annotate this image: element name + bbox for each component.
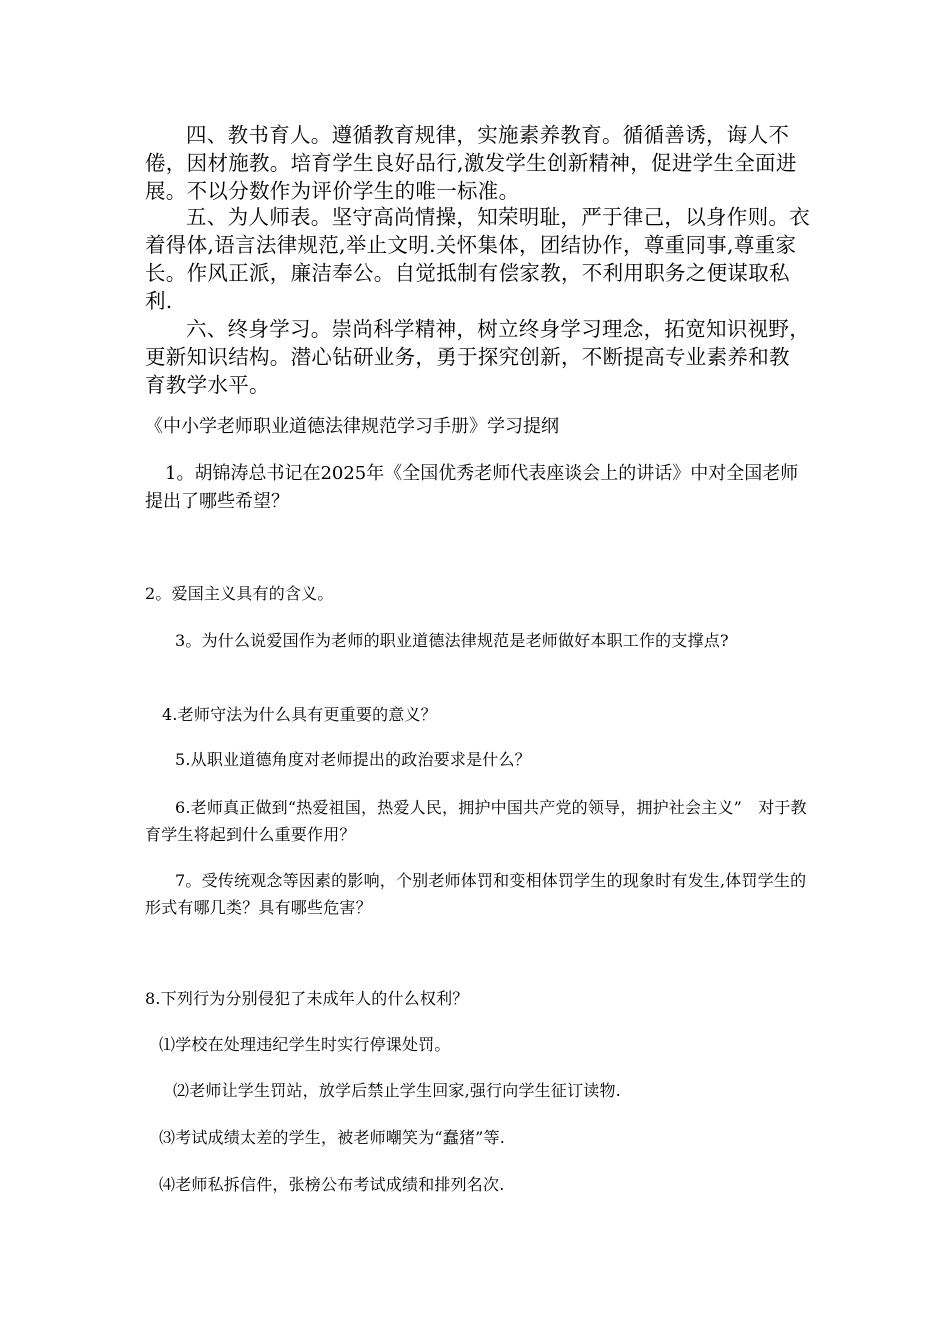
principle-role-model: 五、为人师表。坚守高尚情操，知荣明耻，严于律己，以身作则。衣着得体,语言法律规范,举止文明.关怀集体，团结协作，尊重同事,尊重家长。作风正派，廉洁奉公。自觉抵制有偿家教，不利用职务之便谋取私利. xyxy=(145,205,810,313)
outline-title: 《中小学老师职业道德法律规范学习手册》学习提纲 xyxy=(145,416,559,437)
question-7: 7。受传统观念等因素的影响，个别老师体罚和变相体罚学生的现象时有发生,体罚学生的形式有哪几类？具有哪些危害？ xyxy=(145,871,807,917)
question-6: 6.老师真正做到“热爱祖国，热爱人民，拥护中国共产党的领导，拥护社会主义” 对于教育学生将起到什么重要作用？ xyxy=(145,798,807,844)
sub-item-1: ⑴学校在处理违纪学生时实行停课处罚。 xyxy=(159,1035,451,1054)
principle-lifelong-learning: 六、终身学习。崇尚科学精神，树立终身学习理念，拓宽知识视野，更新知识结构。潜心钻研业务，勇于探究创新，不断提高专业素养和教育教学水平。 xyxy=(145,317,810,397)
sub-item-3: ⑶考试成绩太差的学生，被老师嘲笑为“蠢猪”等. xyxy=(159,1128,506,1147)
question-5: 5.从职业道德角度对老师提出的政治要求是什么？ xyxy=(175,750,531,769)
question-8: 8.下列行为分别侵犯了未成年人的什么权利？ xyxy=(145,989,469,1008)
question-2: 2。爱国主义具有的含义。 xyxy=(145,584,334,603)
principle-teaching: 四、教书育人。遵循教育规律，实施素养教育。循循善诱，诲人不倦，因材施教。培育学生良好品行,激发学生创新精神，促进学生全面进展。不以分数作为评价学生的唯一标准。 xyxy=(145,123,797,203)
sub-item-2: ⑵老师让学生罚站，放学后禁止学生回家,强行向学生征订读物. xyxy=(173,1081,621,1100)
question-1: 1。胡锦涛总书记在2025年《全国优秀老师代表座谈会上的讲话》中对全国老师提出了哪些希望？ xyxy=(145,463,799,512)
question-4: 4.老师守法为什么具有更重要的意义？ xyxy=(162,705,437,724)
sub-item-4: ⑷老师私拆信件，张榜公布考试成绩和排列名次. xyxy=(159,1175,505,1194)
question-3: 3。为什么说爱国作为老师的职业道德法律规范是老师做好本职工作的支撑点? xyxy=(175,631,729,650)
